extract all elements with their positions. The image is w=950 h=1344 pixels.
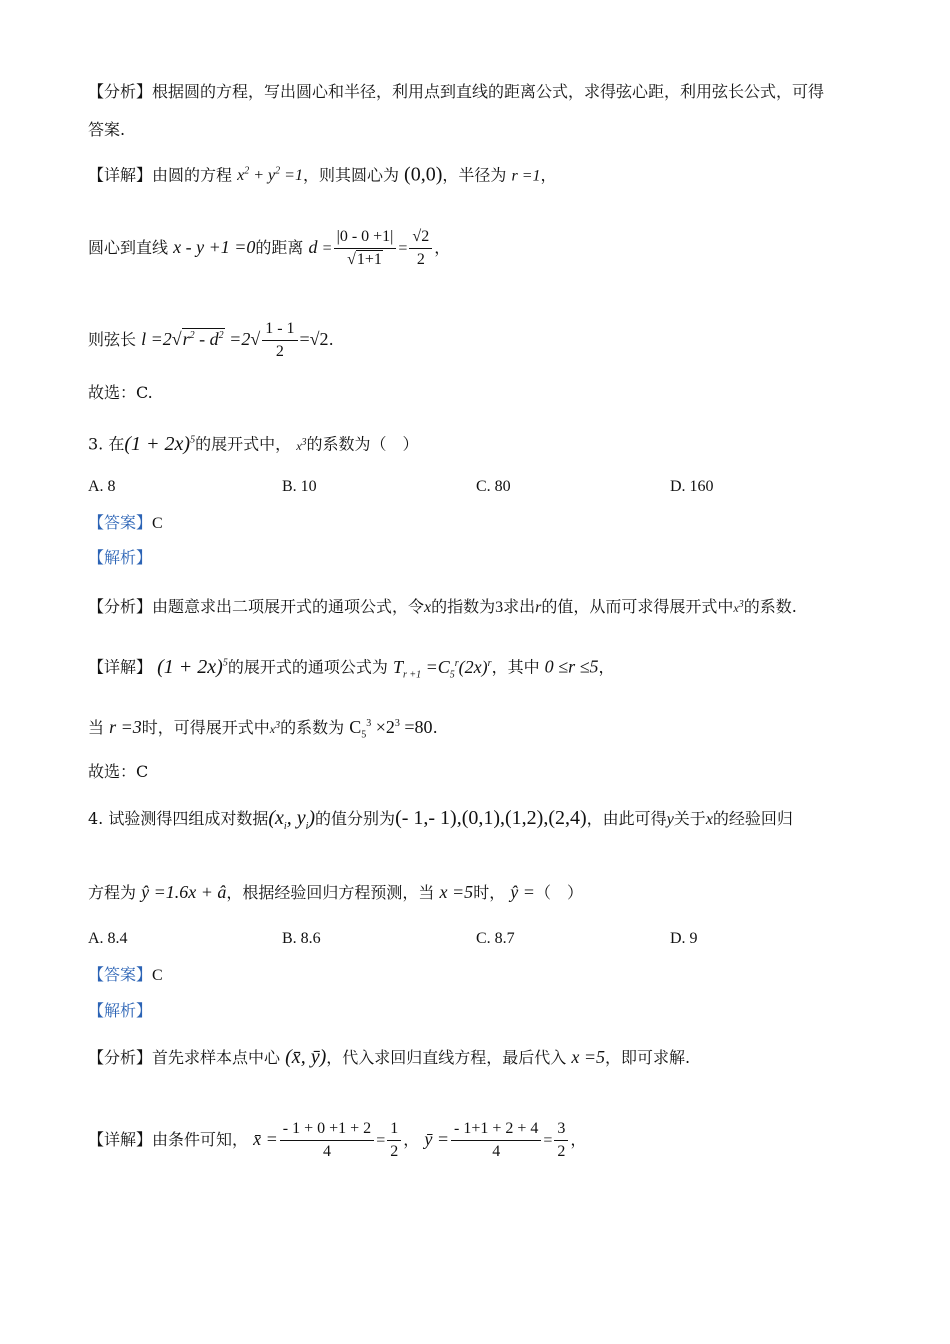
chord-line: 则弦长 $l =2√r^2 - d^2 =2√$ $\frac{1 - 1}{2}$ =√2.	[88, 318, 334, 363]
q3-x3: $x^3$	[296, 436, 307, 453]
q4-mid: 的值分别为	[315, 809, 396, 828]
q4-detail-tag: 【详解】	[88, 1130, 153, 1149]
q3-binomial: $(1 + 2x)^5$	[124, 432, 196, 455]
q3-r3: r =3	[109, 717, 142, 737]
q4-yhat: ŷ =	[510, 882, 535, 902]
q4-tail: 的经验回归	[712, 809, 793, 828]
q4-about: 关于	[673, 809, 706, 828]
dist-text-b: 的距离	[255, 238, 304, 257]
q3-result: $C_5^3 \times 2^3 =80$	[349, 717, 433, 741]
distance-symbol: d	[308, 237, 318, 257]
q4-detail-c: ，	[570, 1130, 587, 1149]
analysis-text-2: 答案.	[88, 120, 126, 139]
q4-option-a: A. 8.4	[88, 930, 128, 947]
analysis-text: 根据圆的方程，写出圆心和半径，利用点到直线的距离公式，求得弦心距，利用弦长公式，可得	[152, 82, 825, 101]
detail-text-c: ，半径为	[442, 165, 507, 185]
distance-fraction: $\frac{|0 - 0 +1|}{√1+1}$	[334, 226, 397, 271]
q3-mid: 的展开式中，	[195, 434, 292, 454]
q3-analysis-b: 的指数为	[431, 597, 496, 616]
q3-range: 0 ≤r ≤5	[544, 656, 599, 677]
q3-option-a: A. 8	[88, 478, 116, 495]
q4-answer-value: C	[152, 967, 163, 984]
q4-option-c: C. 8.7	[476, 930, 515, 947]
q3-analysis-d: 的值，从而可求得展开式中	[541, 597, 734, 616]
q3-detail-c: ，	[598, 657, 615, 677]
q3-choose: 故选：C	[88, 762, 149, 781]
q4-after: ，由此可得	[586, 809, 667, 828]
chord-formula: $l =2√r^2 - d^2 =2√$	[141, 329, 261, 349]
circle-center: (0,0)	[404, 163, 443, 186]
q3-option-c: C. 80	[476, 478, 511, 495]
detail-circle-line	[88, 160, 557, 188]
q3-analysis: 【分析】由题意求出二项展开式的通项公式，令x的指数为3求出r的值，从而可求得展开式中$x^3$的系数.	[88, 597, 797, 616]
q4-eq-c: 时，	[473, 883, 506, 902]
dist-text-c: ，	[434, 238, 451, 257]
q3-number: 3. 在	[88, 434, 125, 454]
q3-when: 当 r =3时，可得展开式中$x^3$的系数为 $C_5^3 \times 2^3 =80$.	[88, 717, 438, 741]
analysis-line-1	[88, 80, 824, 104]
q4-regression-eq: ŷ =1.6x + â	[141, 882, 227, 902]
q3-option-d: D. 160	[670, 478, 714, 495]
q4-center: (x̄, ȳ)	[285, 1046, 327, 1068]
analysis-tag: 【分析】	[88, 82, 153, 101]
q4-analysis-tag: 【分析】	[88, 1048, 153, 1067]
q3-when-c: 的系数为	[280, 718, 345, 737]
q3-analysis-a: 由题意求出二项展开式的通项公式，令	[152, 597, 425, 616]
q4-eq-b: ，根据经验回归方程预测，当	[226, 883, 435, 902]
q4-analysis-b: ，代入求回归直线方程，最后代入	[326, 1048, 567, 1067]
question-4: 4. 试验测得四组成对数据($x_i$, $y_i$)的值分别为(- 1,- 1),(0,1),(1,2),(2,4)，由此可得y关于x的经验回归	[88, 807, 793, 832]
detail-tag: 【详解】	[88, 165, 153, 185]
q4-eq-a: 方程为	[88, 883, 137, 902]
radius-eq: r =1	[511, 167, 541, 185]
question-3	[88, 428, 419, 458]
distance-line: 圆心到直线 x - y +1 =0的距离 d = $\frac{|0 - 0 +1|}{√1+1}$ = $\frac{√2}{2}$ ，	[88, 226, 450, 271]
q4-xbar-fraction: $\frac{- 1 + 0 +1 + 2}{4}$	[280, 1118, 374, 1163]
q4-detail-b: ，	[403, 1130, 420, 1149]
q3-answer-value: C	[152, 515, 163, 532]
q4-option-b: B. 8.6	[282, 930, 321, 947]
q3-detail-tag: 【详解】	[88, 657, 153, 677]
line-equation: x - y +1 =0	[173, 237, 256, 257]
q4-analysis-a: 首先求样本点中心	[152, 1048, 281, 1067]
detail-text-d: ，	[540, 165, 557, 185]
dist-text-a: 圆心到直线	[88, 238, 169, 257]
analysis-line-2	[88, 118, 125, 142]
q3-when-a: 当	[88, 718, 105, 737]
detail-text-b: ，则其圆心为	[302, 165, 399, 185]
q4-answer	[88, 963, 163, 988]
q3-analysis-e: 的系数.	[743, 597, 797, 616]
q3-when-b: 时，可得展开式中	[141, 718, 270, 737]
q4-detail: 【详解】由条件可知， x̄ = $\frac{- 1 + 0 +1 + 2}{4}$ = $\frac{1}{2}$ ， ȳ = $\frac{- 1+1 + 2 + 4}{4}$ = $\frac{3}{2}$ ，	[88, 1118, 586, 1163]
q3-detail-a: 的展开式的通项公式为	[227, 657, 388, 677]
q3-general-term: $T_{r +1} =C_5^r(2x)^r$	[392, 656, 492, 681]
q3-analysis-c: 求出	[503, 597, 536, 616]
q3-answer	[88, 511, 163, 536]
q3-detail-binomial: $(1 + 2x)^5$	[157, 655, 228, 678]
q4-detail-a: 由条件可知，	[152, 1130, 249, 1149]
q4-data-points: (- 1,- 1),(0,1),(1,2),(2,4)	[395, 807, 587, 829]
q4-answer-tag: 【答案】	[88, 965, 153, 984]
q4-x5-b: x =5	[571, 1047, 606, 1067]
q4-ybar-fraction: $\frac{- 1+1 + 2 + 4}{4}$	[451, 1118, 541, 1163]
q3-detail-b: ，其中	[491, 657, 540, 677]
q3-jiexi: 【解析】	[88, 548, 153, 567]
q4-eq-d: （ ）	[534, 883, 583, 902]
q4-number: 4. 试验测得四组成对数据	[88, 809, 269, 828]
q4-pair: ($x_i$, $y_i$)	[268, 807, 316, 832]
q4-jiexi: 【解析】	[88, 1001, 153, 1020]
q3-end: 的系数为（ ）	[306, 434, 419, 454]
q4-analysis	[88, 1045, 690, 1070]
q3-answer-tag: 【答案】	[88, 513, 153, 532]
q3-when-d: .	[432, 718, 438, 737]
q4-analysis-c: ，即可求解.	[605, 1048, 691, 1067]
q3-detail	[88, 651, 614, 687]
choose-line-1	[88, 381, 153, 405]
q3-option-b: B. 10	[282, 478, 317, 495]
distance-result: $\frac{√2}{2}$	[409, 226, 432, 271]
circle-equation: $x^2 + y^2 =1$	[237, 166, 303, 185]
detail-text: 由圆的方程	[152, 165, 233, 185]
chord-text-b: .	[328, 330, 334, 349]
q3-analysis-tag: 【分析】	[88, 597, 153, 616]
chord-text-a: 则弦长	[88, 330, 137, 349]
chord-inner: $\frac{1 - 1}{2}$	[262, 318, 297, 363]
q4-x5: x =5	[439, 882, 474, 902]
choose-text: 故选：C.	[88, 383, 153, 402]
q4-option-d: D. 9	[670, 930, 698, 947]
q4-xbar-value: $\frac{1}{2}$	[387, 1118, 401, 1163]
q4-equation-line	[88, 880, 583, 905]
q4-ybar-value: $\frac{3}{2}$	[554, 1118, 568, 1163]
